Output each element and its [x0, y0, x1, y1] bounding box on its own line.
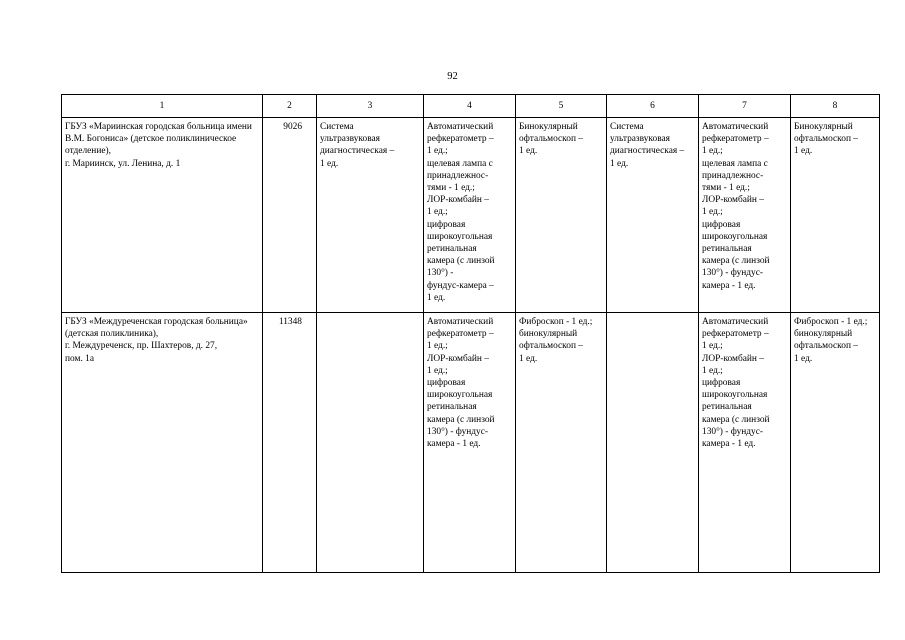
equipment-cell: Фиброскоп - 1 ед.; бинокулярный офтальмоскоп – 1 ед.: [516, 313, 607, 573]
column-header: 8: [791, 95, 880, 118]
equipment-cell: Система ультразвуковая диагностическая – 1 ед.: [607, 118, 699, 313]
equipment-cell: Система ультразвуковая диагностическая – 1 ед.: [317, 118, 424, 313]
equipment-cell: [317, 313, 424, 573]
column-header: 6: [607, 95, 699, 118]
equipment-table: [61, 94, 880, 573]
column-header: 1: [62, 95, 263, 118]
column-header: 7: [699, 95, 791, 118]
equipment-cell: Автоматический рефкератометр – 1 ед.; ЛОР-комбайн – 1 ед.; цифровая широкоугольная ретинальная камера (с линзой 130°) - фундус- камера - 1 ед.: [699, 313, 791, 573]
institution-cell: ГБУЗ «Междуреченская городская больница» (детская поликлиника), г. Междуреченск, пр. Шахтеров, д. 27, пом. 1а: [62, 313, 263, 573]
equipment-cell: Бинокулярный офтальмоскоп – 1 ед.: [516, 118, 607, 313]
column-header: 5: [516, 95, 607, 118]
table-row: [62, 313, 880, 573]
equipment-cell: Бинокулярный офтальмоскоп – 1 ед.: [791, 118, 880, 313]
column-header: 2: [263, 95, 317, 118]
equipment-cell: Фиброскоп - 1 ед.; бинокулярный офтальмоскоп – 1 ед.: [791, 313, 880, 573]
column-header: 4: [424, 95, 516, 118]
page-number: 92: [447, 71, 458, 82]
table-row: [62, 118, 880, 313]
equipment-cell: Автоматический рефкератометр – 1 ед.; ЛОР-комбайн – 1 ед.; цифровая широкоугольная ретинальная камера (с линзой 130°) - фундус- камера - 1 ед.: [424, 313, 516, 573]
equipment-cell: Автоматический рефкератометр – 1 ед.; щелевая лампа с принадлежнос- тями - 1 ед.; ЛОР-комбайн – 1 ед.; цифровая широкоугольная ретинальная камера (с линзой 130°) - фундус-камера – 1 ед.: [424, 118, 516, 313]
table-header-row: [62, 95, 880, 118]
equipment-cell: [607, 313, 699, 573]
population-cell: 9026: [263, 118, 317, 313]
population-cell: 11348: [263, 313, 317, 573]
column-header: 3: [317, 95, 424, 118]
institution-cell: ГБУЗ «Мариинская городская больница имени В.М. Богониса» (детское поликлиническое отделение), г. Мариинск, ул. Ленина, д. 1: [62, 118, 263, 313]
equipment-cell: Автоматический рефкератометр – 1 ед.; щелевая лампа с принадлежнос- тями - 1 ед.; ЛОР-комбайн – 1 ед.; цифровая широкоугольная ретинальная камера (с линзой 130°) - фундус- камера - 1 ед.: [699, 118, 791, 313]
